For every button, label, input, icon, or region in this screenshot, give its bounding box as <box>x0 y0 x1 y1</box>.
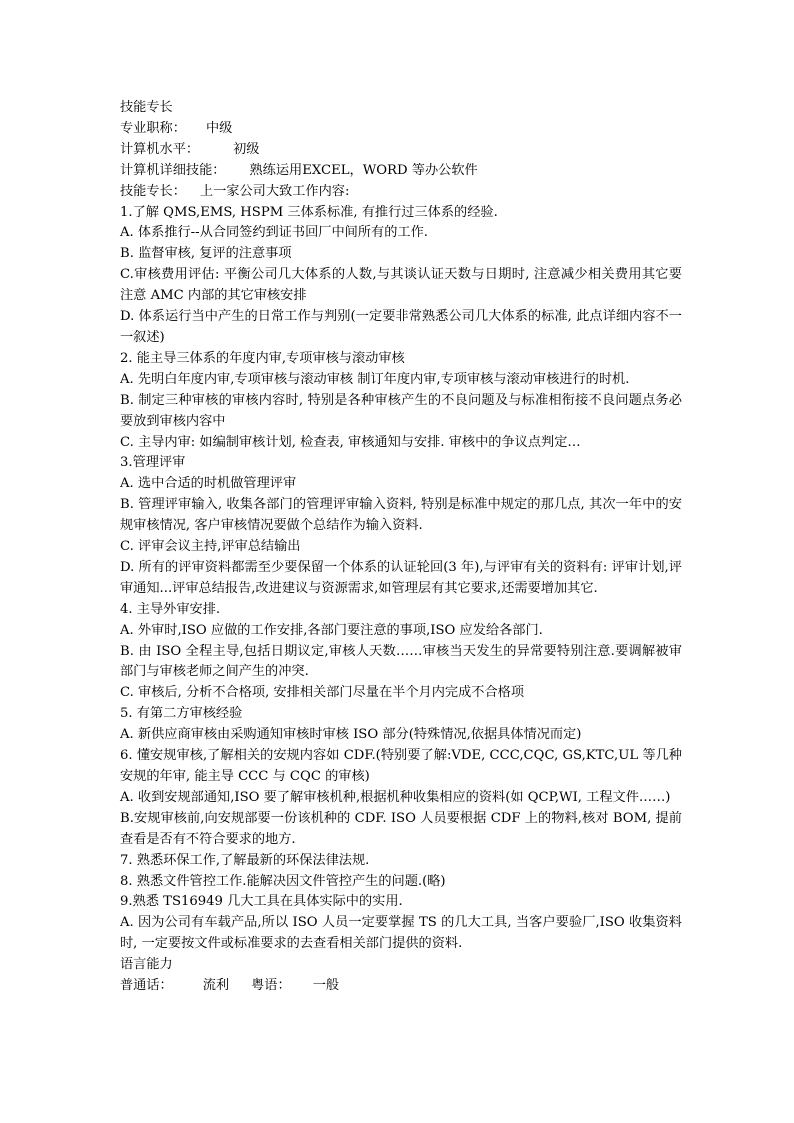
work-item-6b: B.安规审核前,向安规部要一份该机种的 CDF. ISO 人员要根据 CDF 上的物料,核对 BOM, 提前查看是否有不符合要求的地方. <box>120 810 682 847</box>
work-item-6: 6. 懂安规审核,了解相关的安规内容如 CDF.(特别要了解:VDE, CCC,CQC, GS,KTC,UL 等几种安规的年审, 能主导 CCC 与 CQC 的审核) <box>120 748 682 784</box>
computer-detail-row <box>120 161 682 182</box>
work-item-4b: B. 由 ISO 全程主导,包括日期议定,审核人天数……审核当天发生的异常要特别注意.要调解被审部门与审核老师之间产生的冲突. <box>120 643 682 680</box>
section-title-language: 语言能力 <box>120 957 173 973</box>
computer-level-row <box>120 140 682 161</box>
work-item-3: 3.管理评审 <box>120 455 186 471</box>
work-item-3b: B. 管理评审输入, 收集各部门的管理评审输入资料, 特别是标准中规定的那几点, 其次一年中的安规审核情况, 客户审核情况要做个总结作为输入资料. <box>120 497 682 534</box>
work-item-5: 5. 有第二方审核经验 <box>120 706 243 722</box>
mandarin-value: 流利 <box>202 978 230 994</box>
work-item-4: 4. 主导外审安排. <box>120 601 221 617</box>
work-item-3c: C. 评审会议主持,评审总结输出 <box>120 539 301 555</box>
work-item-4a: A. 外审时,ISO 应做的工作安排,各部门要注意的事项,ISO 应发给各部门. <box>120 622 543 638</box>
resume-page <box>120 98 682 997</box>
cantonese-label: 粤语： <box>251 978 291 994</box>
section-title-skills: 技能专长 <box>120 100 173 115</box>
skills-label: 技能专长： <box>120 183 186 199</box>
work-item-7: 7. 熟悉环保工作,了解最新的环保法律法规. <box>120 852 370 868</box>
work-item-2b: B. 制定三种审核的审核内容时, 特别是各种审核产生的不良问题及与标准相衔接不良问题点务必要放到审核内容中 <box>120 392 682 429</box>
mandarin-label: 普通话： <box>120 978 173 994</box>
work-item-2a: A. 先明白年度内审,专项审核与滚动审核 制订年度内审,专项审核与滚动审核进行的时机. <box>120 371 630 387</box>
work-item-1a: A. 体系推行--从合同签约到证书回厂中间所有的工作. <box>120 225 428 241</box>
work-item-1c: C.审核费用评估: 平衡公司几大体系的人数,与其谈认证天数与日期时, 注意减少相关费用其它要注意 AMC 内部的其它审核安排 <box>120 267 682 304</box>
work-item-2c: C. 主导内审: 如编制审核计划, 检查表, 审核通知与安排. 审核中的争议点判定… <box>120 434 581 450</box>
work-item-9a: A. 因为公司有车载产品,所以 ISO 人员一定要掌握 TS 的几大工具, 当客户要验厂,ISO 收集资料时, 一定要按文件或标准要求的去查看相关部门提供的资料. <box>120 915 682 952</box>
computer-detail-value: 熟练运用EXCEL，WORD 等办公软件 <box>249 162 478 178</box>
work-item-1d: D. 体系运行当中产生的日常工作与判别(一定要非常熟悉公司几大体系的标准, 此点详细内容不一一叙述) <box>120 309 682 345</box>
skills-value: 上一家公司大致工作内容: <box>199 183 350 199</box>
work-item-3d: D. 所有的评审资料都需至少要保留一个体系的认证轮回(3 年),与评审有关的资料有: 评审计划,评审通知...评审总结报告,改进建议与资源需求,如管理层有其它要求,还需要增加其它. <box>120 559 682 596</box>
work-item-5a: A. 新供应商审核由采购通知审核时审核 ISO 部分(特殊情况,依据具体情况而定) <box>120 727 582 743</box>
professional-title-value: 中级 <box>205 120 233 136</box>
work-item-2: 2. 能主导三体系的年度内审,专项审核与滚动审核 <box>120 350 405 366</box>
work-item-1: 1.了解 QMS,EMS, HSPM 三体系标准, 有推行过三体系的经验. <box>120 204 498 220</box>
skills-row <box>120 182 682 203</box>
computer-level-value: 初级 <box>233 141 260 157</box>
work-item-9: 9.熟悉 TS16949 几大工具在具体实际中的实用. <box>120 894 403 910</box>
work-item-1b: B. 监督审核, 复评的注意事项 <box>120 246 292 262</box>
work-item-6a: A. 收到安规部通知,ISO 要了解审核机种,根据机种收集相应的资料(如 QCP,WI, 工程文件……) <box>120 789 671 805</box>
work-item-8: 8. 熟悉文件管控工作.能解决因文件管控产生的问题.(略) <box>120 873 446 889</box>
computer-level-label: 计算机水平： <box>120 141 200 157</box>
professional-title-label: 专业职称： <box>120 120 186 136</box>
language-row <box>120 976 682 997</box>
work-item-3a: A. 选中合适的时机做管理评审 <box>120 476 297 492</box>
professional-title-row <box>120 119 682 140</box>
computer-detail-label: 计算机详细技能： <box>120 162 226 178</box>
cantonese-value: 一般 <box>312 978 340 994</box>
work-item-4c: C. 审核后, 分析不合格项, 安排相关部门尽量在半个月内完成不合格项 <box>120 685 525 701</box>
